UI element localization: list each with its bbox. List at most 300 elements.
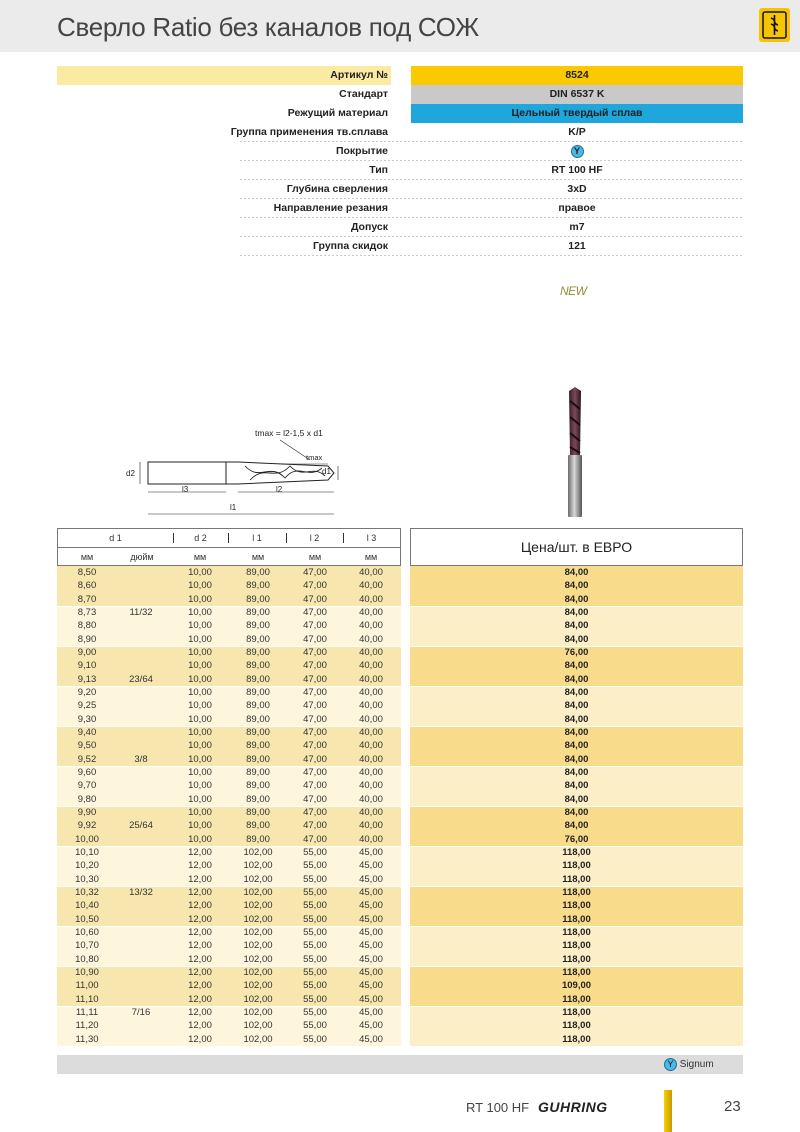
cell-d2: 12,00 bbox=[188, 846, 212, 858]
cell-l3: 40,00 bbox=[359, 753, 383, 765]
cell-l1: 102,00 bbox=[243, 1020, 273, 1032]
cell-d1: 8,60 bbox=[77, 580, 97, 592]
cell-d1: 10,50 bbox=[75, 913, 99, 925]
cell-l1: 89,00 bbox=[246, 633, 270, 645]
cell-d2: 10,00 bbox=[188, 606, 212, 618]
page-title: Сверло Ratio без каналов под СОЖ bbox=[57, 12, 479, 42]
cell-l2: 47,00 bbox=[303, 820, 327, 832]
cell-d1: 9,13 bbox=[77, 673, 97, 685]
cell-l3: 40,00 bbox=[359, 686, 383, 698]
header-l3: l 3 bbox=[366, 533, 377, 543]
spec-value: RT 100 HF bbox=[551, 164, 603, 176]
cell-l1: 102,00 bbox=[243, 900, 273, 912]
cell-d2: 10,00 bbox=[188, 833, 212, 845]
cell-price: 76,00 bbox=[564, 646, 589, 658]
cell-l1: 89,00 bbox=[246, 833, 270, 845]
cell-l1: 89,00 bbox=[246, 766, 270, 778]
cell-l3: 40,00 bbox=[359, 820, 383, 832]
header-l1: l 1 bbox=[252, 533, 262, 543]
table-row bbox=[0, 673, 800, 686]
cell-l2: 47,00 bbox=[303, 633, 327, 645]
cell-l3: 40,00 bbox=[359, 646, 383, 658]
cell-l2: 55,00 bbox=[303, 886, 327, 898]
unit-mm: мм bbox=[308, 552, 322, 562]
cell-l3: 40,00 bbox=[359, 833, 383, 845]
cell-d2: 10,00 bbox=[188, 633, 212, 645]
cell-l1: 89,00 bbox=[246, 567, 270, 578]
cell-d1: 9,25 bbox=[77, 700, 97, 712]
cell-l2: 55,00 bbox=[303, 926, 327, 938]
cell-d2: 12,00 bbox=[188, 1020, 212, 1032]
spec-value: правое bbox=[558, 202, 596, 214]
cell-d1: 8,70 bbox=[77, 593, 97, 605]
legend-label: Signum bbox=[679, 1059, 714, 1071]
cell-price: 84,00 bbox=[564, 740, 589, 752]
cell-l1: 102,00 bbox=[243, 980, 273, 992]
cell-d2: 10,00 bbox=[188, 660, 212, 672]
cell-l3: 45,00 bbox=[359, 1020, 383, 1032]
cell-d2: 10,00 bbox=[188, 673, 212, 685]
cell-l2: 55,00 bbox=[303, 846, 327, 858]
cell-d1: 9,50 bbox=[77, 740, 97, 752]
cell-d2: 12,00 bbox=[188, 886, 212, 898]
cell-l3: 45,00 bbox=[359, 1033, 383, 1045]
cell-price: 84,00 bbox=[564, 700, 589, 712]
cell-l3: 45,00 bbox=[359, 940, 383, 952]
svg-text:l2: l2 bbox=[276, 485, 283, 494]
table-row bbox=[0, 979, 800, 992]
spec-row bbox=[0, 85, 800, 104]
cell-price: 84,00 bbox=[564, 766, 589, 778]
cell-l1: 89,00 bbox=[246, 646, 270, 658]
cell-d2: 10,00 bbox=[188, 780, 212, 792]
table-row bbox=[0, 753, 800, 766]
cell-d2: 10,00 bbox=[188, 820, 212, 832]
unit-mm: мм bbox=[364, 552, 378, 562]
cell-l2: 55,00 bbox=[303, 940, 327, 952]
legend-signum bbox=[664, 1058, 714, 1071]
spec-label: Направление резания bbox=[273, 202, 388, 214]
cell-price: 76,00 bbox=[564, 833, 589, 845]
table-row bbox=[0, 766, 800, 779]
table-row bbox=[0, 726, 800, 739]
cell-l3: 40,00 bbox=[359, 593, 383, 605]
table-header bbox=[57, 528, 401, 566]
cell-d1: 8,50 bbox=[77, 567, 97, 578]
cell-l2: 55,00 bbox=[303, 953, 327, 965]
cell-l1: 89,00 bbox=[246, 606, 270, 618]
cell-price: 118,00 bbox=[562, 873, 591, 885]
drill-drawing bbox=[110, 418, 360, 518]
cell-d1: 10,32 bbox=[75, 886, 99, 898]
spec-row bbox=[0, 199, 800, 218]
cell-d2: 12,00 bbox=[188, 900, 212, 912]
cell-d1: 10,80 bbox=[75, 953, 99, 965]
cell-d1: 11,11 bbox=[75, 1006, 99, 1018]
cell-l2: 47,00 bbox=[303, 646, 327, 658]
cell-price: 118,00 bbox=[562, 913, 591, 925]
cell-l1: 102,00 bbox=[243, 993, 273, 1005]
table-row bbox=[0, 859, 800, 872]
cell-l1: 89,00 bbox=[246, 593, 270, 605]
cell-l1: 89,00 bbox=[246, 620, 270, 632]
cell-l3: 40,00 bbox=[359, 806, 383, 818]
cell-price: 84,00 bbox=[564, 753, 589, 765]
cell-l1: 102,00 bbox=[243, 940, 273, 952]
cell-d2: 12,00 bbox=[188, 966, 212, 978]
cell-l2: 55,00 bbox=[303, 966, 327, 978]
table-row bbox=[0, 646, 800, 659]
cell-d2: 12,00 bbox=[188, 980, 212, 992]
cell-l1: 102,00 bbox=[243, 873, 273, 885]
cell-l1: 89,00 bbox=[246, 713, 270, 725]
cell-l3: 45,00 bbox=[359, 926, 383, 938]
cell-l2: 47,00 bbox=[303, 660, 327, 672]
cell-d1: 10,60 bbox=[75, 926, 99, 938]
cell-l2: 47,00 bbox=[303, 713, 327, 725]
spec-row bbox=[0, 66, 800, 85]
cell-l2: 47,00 bbox=[303, 780, 327, 792]
cell-d1: 8,90 bbox=[77, 633, 97, 645]
drill-photo bbox=[560, 385, 590, 520]
brand-logo: GUHRING bbox=[538, 1099, 608, 1115]
cell-price: 118,00 bbox=[562, 926, 591, 938]
spec-value: DIN 6537 K bbox=[411, 85, 743, 104]
cell-inch: 11/32 bbox=[129, 606, 153, 618]
cell-l1: 89,00 bbox=[246, 793, 270, 805]
spec-label: Глубина сверления bbox=[286, 183, 388, 195]
cell-l3: 45,00 bbox=[359, 900, 383, 912]
cell-l2: 47,00 bbox=[303, 806, 327, 818]
cell-d1: 9,60 bbox=[77, 766, 97, 778]
cell-d1: 9,00 bbox=[77, 646, 97, 658]
cell-l3: 45,00 bbox=[359, 980, 383, 992]
cell-d1: 9,80 bbox=[77, 793, 97, 805]
spec-label: Группа скидок bbox=[313, 240, 388, 252]
cell-d1: 10,00 bbox=[75, 833, 99, 845]
svg-text:tmax: tmax bbox=[306, 453, 323, 462]
cell-l3: 40,00 bbox=[359, 780, 383, 792]
cell-l3: 45,00 bbox=[359, 966, 383, 978]
header-d1: d 1 bbox=[109, 533, 122, 543]
cell-l3: 40,00 bbox=[359, 660, 383, 672]
cell-d2: 12,00 bbox=[188, 993, 212, 1005]
cell-l1: 102,00 bbox=[243, 913, 273, 925]
cell-price: 118,00 bbox=[562, 993, 591, 1005]
cell-l2: 47,00 bbox=[303, 580, 327, 592]
cell-price: 84,00 bbox=[564, 820, 589, 832]
cell-l3: 40,00 bbox=[359, 567, 383, 578]
cell-price: 84,00 bbox=[564, 806, 589, 818]
spec-label: Группа применения тв.сплава bbox=[230, 126, 388, 138]
header-d2: d 2 bbox=[194, 533, 207, 543]
cell-l2: 47,00 bbox=[303, 567, 327, 578]
cell-d1: 10,30 bbox=[75, 873, 99, 885]
cell-d2: 10,00 bbox=[188, 593, 212, 605]
spec-label: Стандарт bbox=[339, 88, 388, 100]
table-row bbox=[0, 699, 800, 712]
cell-l1: 102,00 bbox=[243, 846, 273, 858]
cell-d2: 10,00 bbox=[188, 686, 212, 698]
cell-l2: 55,00 bbox=[303, 900, 327, 912]
unit-mm: мм bbox=[193, 552, 207, 562]
cell-l1: 89,00 bbox=[246, 726, 270, 738]
cell-d2: 12,00 bbox=[188, 1033, 212, 1045]
cell-inch: 7/16 bbox=[131, 1006, 151, 1018]
cell-l3: 40,00 bbox=[359, 673, 383, 685]
cell-price: 84,00 bbox=[564, 793, 589, 805]
cell-d1: 8,73 bbox=[77, 606, 97, 618]
cell-d1: 9,40 bbox=[77, 726, 97, 738]
cell-l1: 89,00 bbox=[246, 780, 270, 792]
cell-d2: 12,00 bbox=[188, 940, 212, 952]
cell-price: 118,00 bbox=[562, 900, 591, 912]
table-row bbox=[0, 886, 800, 899]
cell-d2: 10,00 bbox=[188, 567, 212, 578]
cell-l2: 55,00 bbox=[303, 1006, 327, 1018]
cell-l3: 40,00 bbox=[359, 766, 383, 778]
cell-d2: 10,00 bbox=[188, 580, 212, 592]
table-row bbox=[0, 899, 800, 912]
cell-d1: 9,70 bbox=[77, 780, 97, 792]
cell-l3: 45,00 bbox=[359, 873, 383, 885]
cell-l3: 45,00 bbox=[359, 1006, 383, 1018]
cell-d1: 11,30 bbox=[75, 1033, 99, 1045]
table-row bbox=[0, 806, 800, 819]
cell-price: 84,00 bbox=[564, 580, 589, 592]
cell-l1: 89,00 bbox=[246, 806, 270, 818]
cell-l3: 40,00 bbox=[359, 620, 383, 632]
cell-d1: 9,30 bbox=[77, 713, 97, 725]
cell-d1: 10,10 bbox=[75, 846, 99, 858]
cell-price: 118,00 bbox=[562, 860, 591, 872]
cell-l2: 55,00 bbox=[303, 993, 327, 1005]
table-row bbox=[0, 833, 800, 846]
cell-price: 84,00 bbox=[564, 673, 589, 685]
cell-d2: 10,00 bbox=[188, 793, 212, 805]
cell-d1: 9,90 bbox=[77, 806, 97, 818]
svg-text:d1: d1 bbox=[322, 467, 331, 476]
price-header: Цена/шт. в ЕВРО bbox=[410, 528, 743, 566]
cell-l1: 89,00 bbox=[246, 660, 270, 672]
cell-d2: 12,00 bbox=[188, 873, 212, 885]
cell-l3: 40,00 bbox=[359, 700, 383, 712]
table-row bbox=[0, 953, 800, 966]
page-number: 23 bbox=[724, 1098, 741, 1115]
cell-l2: 55,00 bbox=[303, 873, 327, 885]
cell-d1: 9,92 bbox=[77, 820, 97, 832]
table-row bbox=[0, 593, 800, 606]
cell-l2: 55,00 bbox=[303, 1033, 327, 1045]
cell-d1: 9,20 bbox=[77, 686, 97, 698]
cell-d2: 10,00 bbox=[188, 740, 212, 752]
cell-l2: 55,00 bbox=[303, 980, 327, 992]
spec-value: 3xD bbox=[567, 183, 587, 195]
unit-inch: дюйм bbox=[130, 552, 154, 562]
table-row bbox=[0, 993, 800, 1006]
spec-value: 121 bbox=[568, 240, 586, 252]
cell-d1: 10,20 bbox=[75, 860, 99, 872]
spec-value: Цельный твердый сплав bbox=[411, 104, 743, 123]
cell-d1: 9,52 bbox=[77, 753, 97, 765]
cell-price: 109,00 bbox=[561, 980, 592, 992]
cell-price: 118,00 bbox=[562, 953, 591, 965]
table-row bbox=[0, 819, 800, 832]
cell-d1: 10,40 bbox=[75, 900, 99, 912]
new-badge: NEW bbox=[560, 284, 587, 298]
cell-inch: 3/8 bbox=[134, 753, 148, 765]
cell-d1: 11,10 bbox=[75, 993, 99, 1005]
cell-price: 84,00 bbox=[564, 593, 589, 605]
spec-value: 8524 bbox=[411, 66, 743, 85]
table-row bbox=[0, 606, 800, 619]
cell-l3: 45,00 bbox=[359, 886, 383, 898]
cell-d2: 10,00 bbox=[188, 620, 212, 632]
spec-label: Покрытие bbox=[335, 145, 388, 157]
coating-icon: Y bbox=[571, 145, 584, 158]
spec-label: Тип bbox=[369, 164, 388, 176]
table-row bbox=[0, 966, 800, 979]
cell-inch: 13/32 bbox=[129, 886, 153, 898]
cell-l2: 47,00 bbox=[303, 833, 327, 845]
table-row bbox=[0, 633, 800, 646]
spec-value bbox=[411, 142, 743, 161]
cell-d2: 10,00 bbox=[188, 766, 212, 778]
cell-l2: 47,00 bbox=[303, 766, 327, 778]
table-row bbox=[0, 846, 800, 859]
svg-text:l3: l3 bbox=[182, 485, 189, 494]
cell-l1: 102,00 bbox=[243, 953, 273, 965]
cell-d2: 10,00 bbox=[188, 700, 212, 712]
cell-price: 118,00 bbox=[562, 1020, 591, 1032]
footer-model: RT 100 HF bbox=[466, 1100, 530, 1115]
drawing-formula: tmax = l2-1,5 x d1 bbox=[255, 428, 323, 438]
cell-price: 118,00 bbox=[562, 846, 591, 858]
cell-price: 84,00 bbox=[564, 713, 589, 725]
cell-l1: 89,00 bbox=[246, 753, 270, 765]
cell-l1: 89,00 bbox=[246, 740, 270, 752]
cell-l1: 102,00 bbox=[243, 886, 273, 898]
spec-value: K/P bbox=[568, 126, 586, 138]
cell-d2: 12,00 bbox=[188, 926, 212, 938]
cell-l2: 55,00 bbox=[303, 1020, 327, 1032]
cell-price: 118,00 bbox=[562, 940, 591, 952]
cell-l3: 45,00 bbox=[359, 953, 383, 965]
table-row bbox=[0, 713, 800, 726]
cell-l3: 40,00 bbox=[359, 726, 383, 738]
cell-l2: 47,00 bbox=[303, 793, 327, 805]
cell-l3: 40,00 bbox=[359, 633, 383, 645]
cell-l2: 55,00 bbox=[303, 913, 327, 925]
table-row bbox=[0, 926, 800, 939]
table-row bbox=[0, 1006, 800, 1019]
drill-logo-icon bbox=[759, 8, 790, 42]
table-row bbox=[0, 793, 800, 806]
cell-d1: 11,20 bbox=[75, 1020, 99, 1032]
table-row bbox=[0, 566, 800, 579]
cell-l1: 89,00 bbox=[246, 580, 270, 592]
spec-row bbox=[0, 161, 800, 180]
cell-l3: 40,00 bbox=[359, 740, 383, 752]
cell-l1: 102,00 bbox=[243, 860, 273, 872]
cell-l2: 55,00 bbox=[303, 860, 327, 872]
cell-l1: 102,00 bbox=[243, 966, 273, 978]
cell-d1: 10,70 bbox=[75, 940, 99, 952]
table-row bbox=[0, 779, 800, 792]
table-row bbox=[0, 579, 800, 592]
cell-l2: 47,00 bbox=[303, 740, 327, 752]
cell-price: 84,00 bbox=[564, 686, 589, 698]
cell-d2: 12,00 bbox=[188, 1006, 212, 1018]
cell-l2: 47,00 bbox=[303, 726, 327, 738]
cell-price: 118,00 bbox=[562, 1006, 591, 1018]
cell-l1: 89,00 bbox=[246, 673, 270, 685]
cell-price: 118,00 bbox=[562, 886, 591, 898]
cell-l1: 102,00 bbox=[243, 1033, 273, 1045]
spec-row bbox=[0, 180, 800, 199]
table-row bbox=[0, 873, 800, 886]
table-row bbox=[0, 1033, 800, 1046]
cell-d1: 10,90 bbox=[75, 966, 99, 978]
unit-mm: мм bbox=[80, 552, 94, 562]
unit-mm: мм bbox=[251, 552, 265, 562]
cell-price: 84,00 bbox=[564, 606, 589, 618]
table-row bbox=[0, 939, 800, 952]
cell-l2: 47,00 bbox=[303, 753, 327, 765]
cell-price: 84,00 bbox=[564, 660, 589, 672]
cell-l1: 102,00 bbox=[243, 1006, 273, 1018]
cell-d2: 10,00 bbox=[188, 646, 212, 658]
cell-price: 84,00 bbox=[564, 567, 589, 578]
cell-l3: 45,00 bbox=[359, 846, 383, 858]
footer-stripe bbox=[664, 1090, 672, 1132]
cell-d2: 12,00 bbox=[188, 953, 212, 965]
table-row bbox=[0, 686, 800, 699]
table-row bbox=[0, 659, 800, 672]
cell-l1: 102,00 bbox=[243, 926, 273, 938]
cell-l3: 40,00 bbox=[359, 713, 383, 725]
cell-d2: 12,00 bbox=[188, 913, 212, 925]
cell-d2: 12,00 bbox=[188, 860, 212, 872]
spec-label: Допуск bbox=[350, 221, 388, 233]
cell-price: 84,00 bbox=[564, 726, 589, 738]
cell-l3: 45,00 bbox=[359, 993, 383, 1005]
table-row bbox=[0, 739, 800, 752]
cell-d2: 10,00 bbox=[188, 753, 212, 765]
svg-text:d2: d2 bbox=[126, 469, 135, 478]
cell-price: 84,00 bbox=[564, 780, 589, 792]
spec-row bbox=[0, 123, 800, 142]
spec-label: Режущий материал bbox=[287, 107, 388, 119]
cell-l2: 47,00 bbox=[303, 606, 327, 618]
cell-l2: 47,00 bbox=[303, 593, 327, 605]
cell-inch: 23/64 bbox=[129, 673, 153, 685]
spec-row bbox=[0, 104, 800, 123]
cell-l2: 47,00 bbox=[303, 673, 327, 685]
header-l2: l 2 bbox=[309, 533, 320, 543]
cell-l3: 40,00 bbox=[359, 580, 383, 592]
spec-row bbox=[0, 237, 800, 256]
spec-label: Артикул № bbox=[330, 69, 388, 81]
cell-price: 118,00 bbox=[562, 1033, 591, 1045]
spec-value: m7 bbox=[569, 221, 585, 233]
cell-d2: 10,00 bbox=[188, 726, 212, 738]
cell-l3: 40,00 bbox=[359, 793, 383, 805]
table-row bbox=[0, 913, 800, 926]
cell-d1: 9,10 bbox=[77, 660, 97, 672]
cell-price: 84,00 bbox=[564, 620, 589, 632]
cell-l3: 45,00 bbox=[359, 913, 383, 925]
